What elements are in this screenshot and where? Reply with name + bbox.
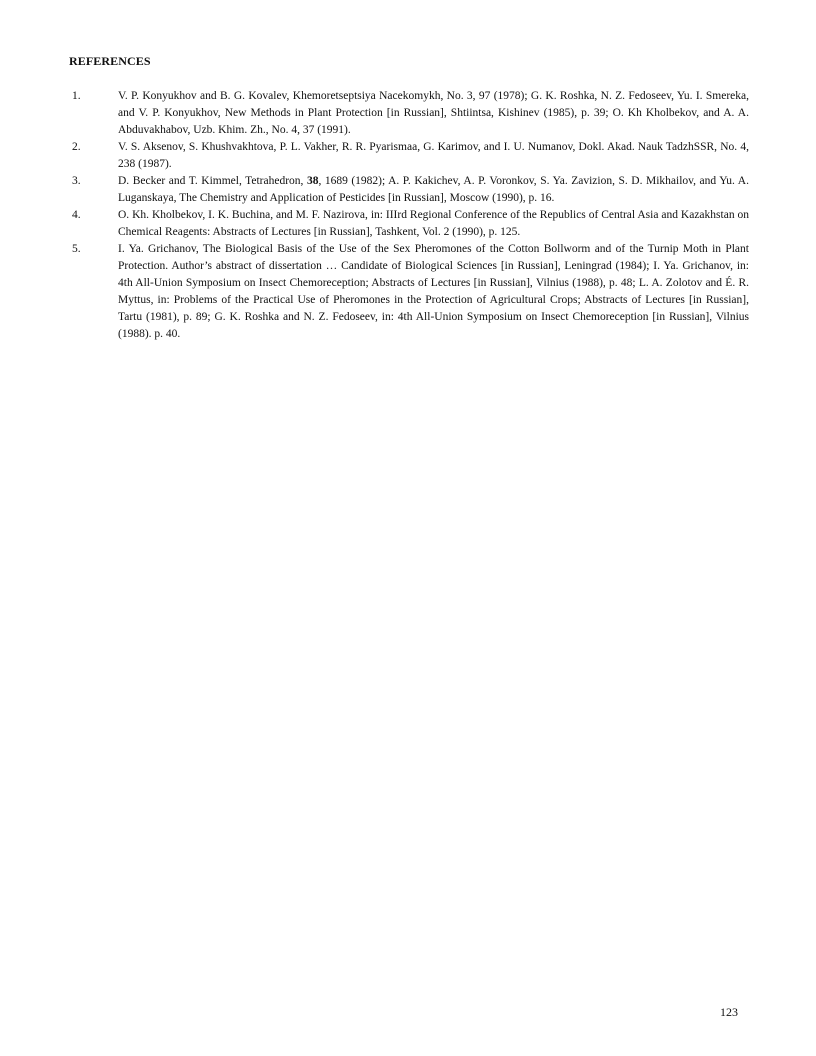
reference-number: 3. bbox=[72, 175, 81, 187]
reference-number: 4. bbox=[72, 209, 81, 221]
reference-text: O. Kh. Kholbekov, I. K. Buchina, and M. F. Nazirova, in: IIIrd Regional Conference of the Republics of Central Asia and Kazakhstan on Chemical Reagents: Abstracts of Lectures [in Russian], Tashkent, Vol. 2 (1990), p. 125. bbox=[118, 209, 749, 238]
reference-number: 1. bbox=[72, 90, 81, 102]
page-number: 123 bbox=[720, 1005, 738, 1019]
reference-item-3 bbox=[69, 173, 749, 207]
reference-text-after-volume: , 1689 (1982); A. P. Kakichev, A. P. Voronkov, S. Ya. Zavizion, S. D. Mikhailov, and Yu. A. Luganskaya, The Chemistry and Application of Pesticides [in Russian], Moscow (1990), p. 16. bbox=[118, 175, 749, 204]
reference-list bbox=[69, 88, 749, 343]
reference-number: 2. bbox=[72, 141, 81, 153]
journal-volume: 38 bbox=[306, 175, 319, 187]
reference-text bbox=[118, 173, 749, 207]
reference-number: 5. bbox=[72, 243, 81, 255]
reference-item-2 bbox=[69, 139, 749, 173]
reference-text: I. Ya. Grichanov, The Biological Basis of the Use of the Sex Pheromones of the Cotton Bollworm and of the Turnip Moth in Plant Protection. Author’s abstract of dissertation … Candidate of Biological Sciences [in Russian], Leningrad (1984); I. Ya. Grichanov, in: 4th All-Union Symposium on Insect Chemoreception; Abstracts of Lectures [in Russian], Vilnius (1988), p. 48; L. A. Zolotov and É. R. Myttus, in: Problems of the Practical Use of Pheromones in the Protection of Agricultural Crops; Abstracts of Lectures [in Russian], Tartu (1981), p. 89; G. K. Roshka and N. Z. Fedoseev, in: 4th All-Union Symposium on Insect Chemoreception [in Russian], Vilnius (1988). p. 40. bbox=[118, 243, 749, 340]
reference-text: V. S. Aksenov, S. Khushvakhtova, P. L. Vakher, R. R. Pyarismaa, G. Karimov, and I. U. Numanov, Dokl. Akad. Nauk TadzhSSR, No. 4, 238 (1987). bbox=[118, 141, 749, 170]
reference-text-before-volume: D. Becker and T. Kimmel, Tetrahedron, bbox=[118, 175, 307, 187]
reference-item-4 bbox=[69, 207, 749, 241]
reference-item-5 bbox=[69, 241, 749, 343]
reference-text: V. P. Konyukhov and B. G. Kovalev, Khemoretseptsiya Nacekomykh, No. 3, 97 (1978); G. K. Roshka, N. Z. Fedoseev, Yu. I. Smereka, and V. P. Konyukhov, New Methods in Plant Protection [in Russian], Shtiintsa, Kishinev (1985), p. 39; O. Kh Kholbekov, and A. A. Abduvakhabov, Uzb. Khim. Zh., No. 4, 37 (1991). bbox=[118, 90, 749, 136]
reference-item-1 bbox=[69, 88, 749, 139]
references-heading: REFERENCES bbox=[69, 54, 151, 68]
